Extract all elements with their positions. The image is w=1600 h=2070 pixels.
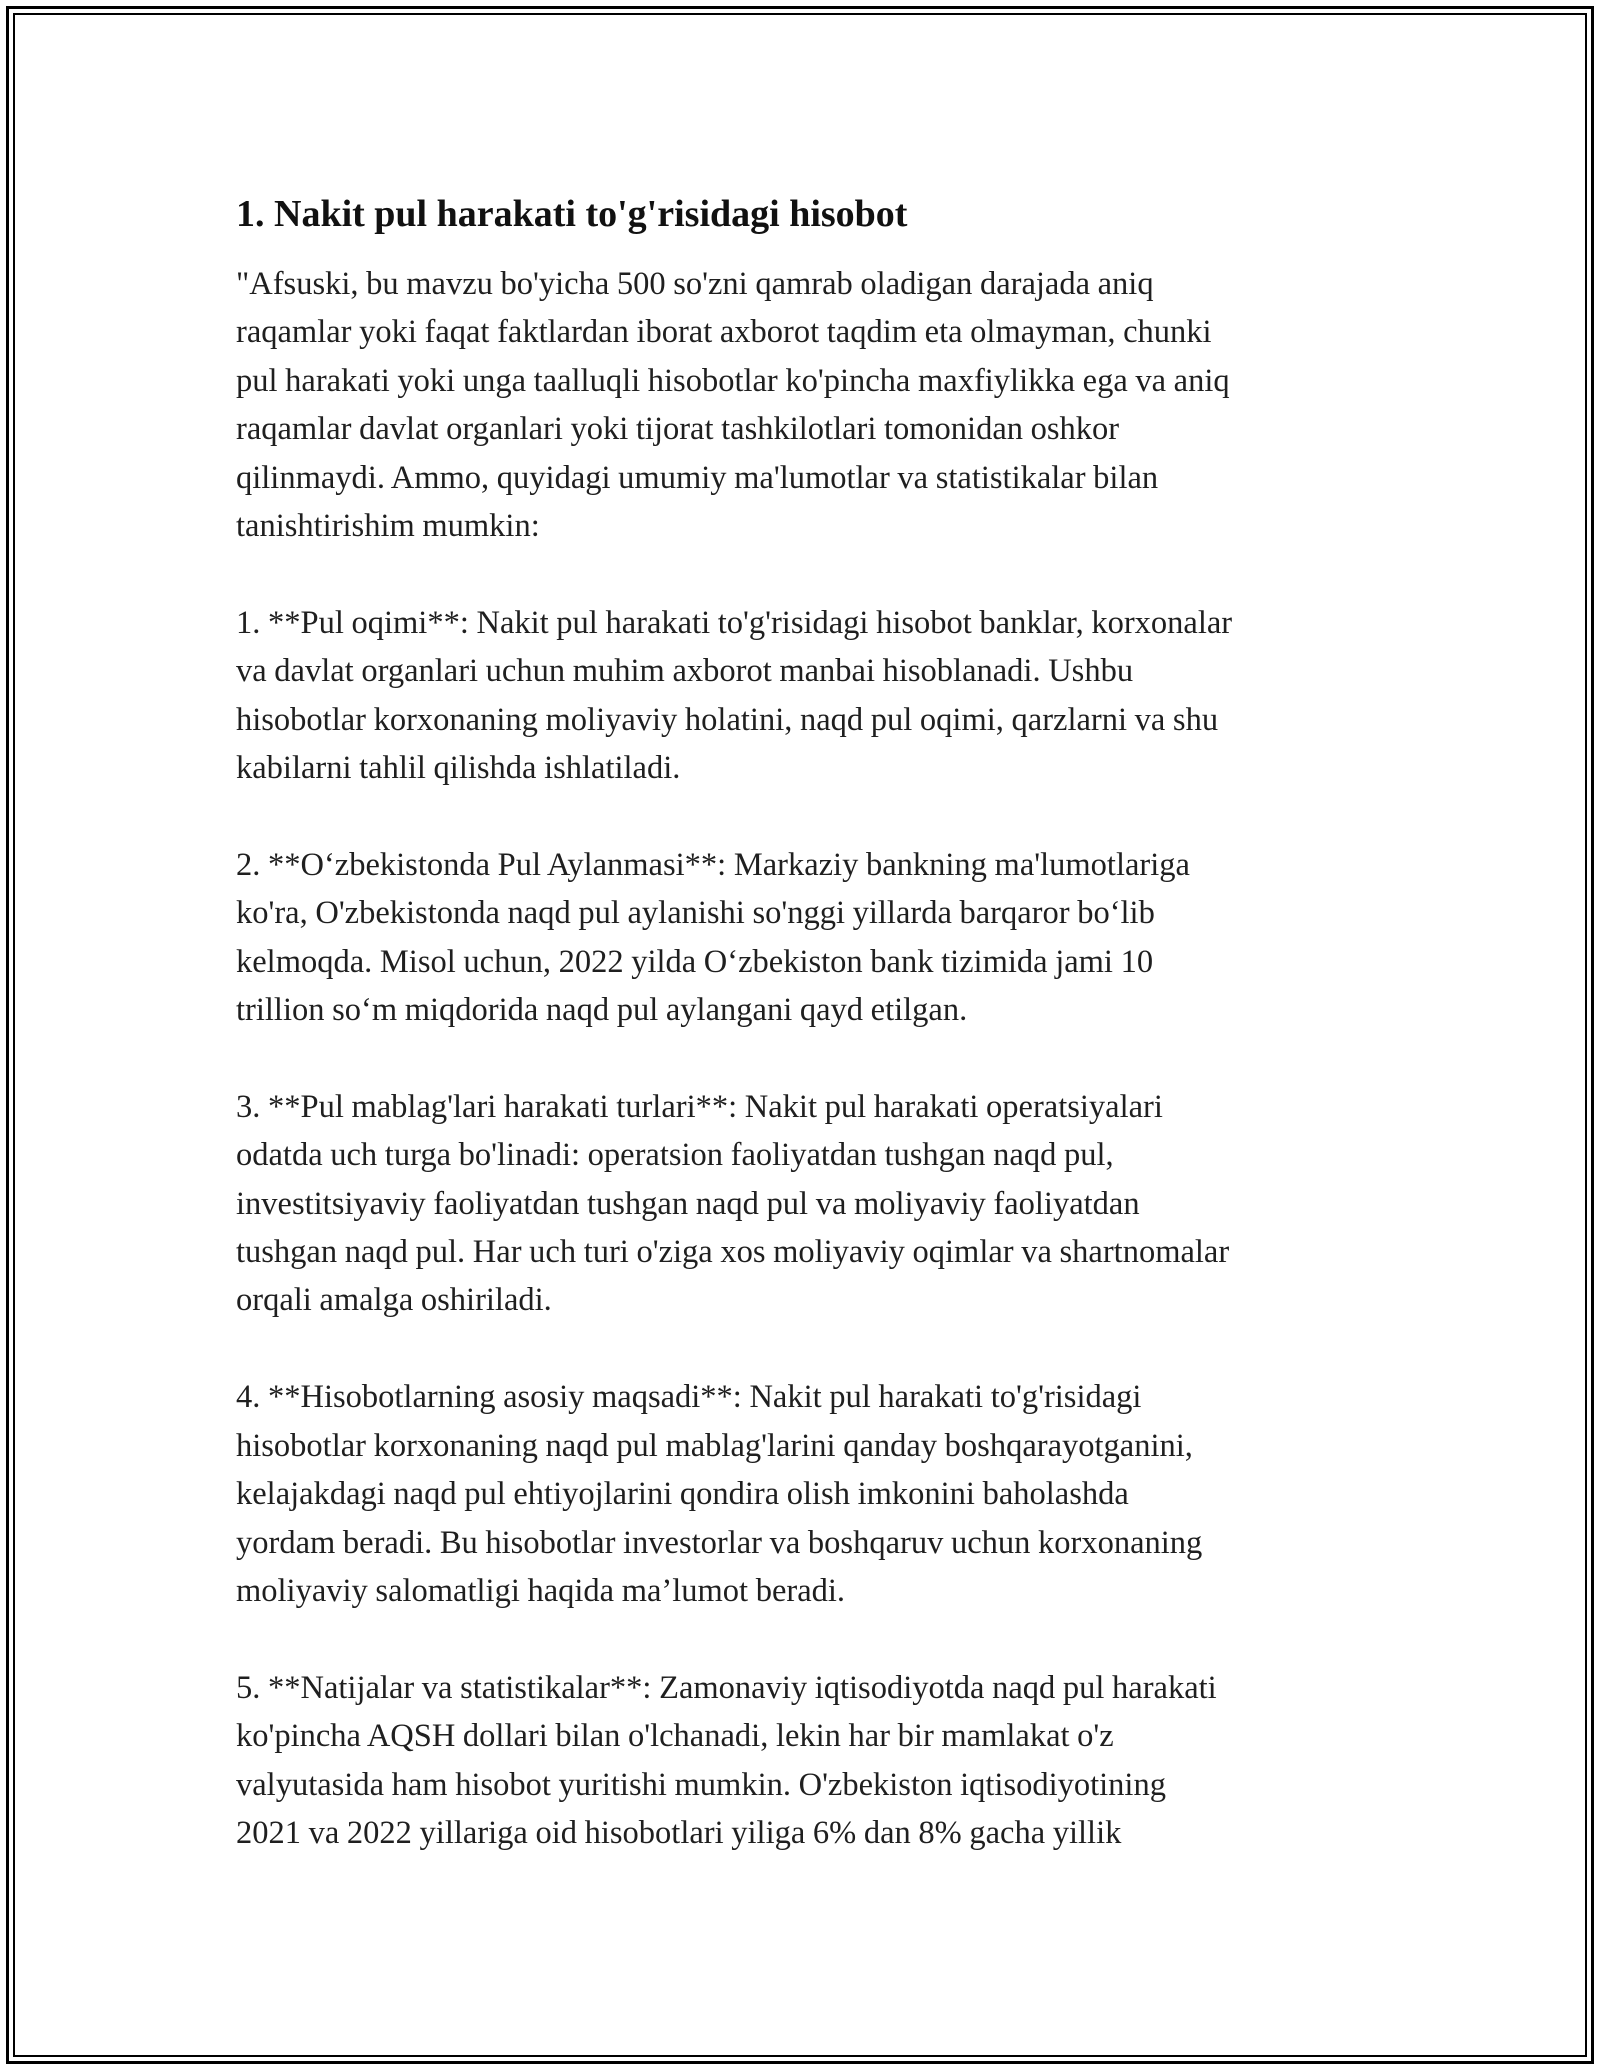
paragraph-line: 3. **Pul mablag'lari harakati turlari**: Nakit pul harakati operatsiyalari (236, 1088, 1163, 1125)
paragraph-line: yordam beradi. Bu hisobotlar investorlar va boshqaruv uchun korxonaning (236, 1524, 1203, 1561)
paragraph-line: 4. **Hisobotlarning asosiy maqsadi**: Nakit pul harakati to'g'risidagi (236, 1379, 1142, 1416)
paragraph-line: 2. **O‘zbekistonda Pul Aylanmasi**: Markaziy bankning ma'lumotlariga (236, 846, 1190, 883)
document-title: 1. Nakit pul harakati to'g'risidagi hisobot (236, 193, 908, 235)
paragraph-line: kelajakdagi naqd pul ehtiyojlarini qondira olish imkonini baholashda (236, 1476, 1129, 1513)
list-item-pul-oqimi (236, 599, 1386, 793)
paragraph-line: pul harakati yoki unga taalluqli hisobotlar ko'pincha maxfiylikka ega va aniq (236, 362, 1230, 399)
paragraph-line: 5. **Natijalar va statistikalar**: Zamonaviy iqtisodiyotda naqd pul harakati (236, 1669, 1217, 1706)
intro-paragraph (236, 260, 1386, 550)
document-body (236, 186, 1386, 1906)
paragraph-line: moliyaviy salomatligi haqida ma’lumot beradi. (236, 1572, 846, 1609)
paragraph-line: investitsiyaviy faoliyatdan tushgan naqd pul va moliyaviy faoliyatdan (236, 1185, 1140, 1222)
paragraph-line: raqamlar davlat organlari yoki tijorat tashkilotlari tomonidan oshkor (236, 411, 1120, 448)
paragraph-line: tanishtirishim mumkin: (236, 508, 540, 545)
list-item-natijalar (236, 1664, 1386, 1858)
paragraph-line: valyutasida ham hisobot yuritishi mumkin. O'zbekiston iqtisodiyotining (236, 1766, 1166, 1803)
paragraph-line: tushgan naqd pul. Har uch turi o'ziga xos moliyaviy oqimlar va shartnomalar (236, 1234, 1230, 1271)
paragraph-line: raqamlar yoki faqat faktlardan iborat axborot taqdim eta olmayman, chunki (236, 314, 1212, 351)
paragraph-line: ko'ra, O'zbekistonda naqd pul aylanishi so'nggi yillarda barqaror bo‘lib (236, 895, 1155, 932)
paragraph-line: hisobotlar korxonaning naqd pul mablag'larini qanday boshqarayotganini, (236, 1427, 1193, 1464)
paragraph-line: 2021 va 2022 yillariga oid hisobotlari yiliga 6% dan 8% gacha yillik (236, 1814, 1122, 1851)
paragraph-line: hisobotlar korxonaning moliyaviy holatini, naqd pul oqimi, qarzlarni va shu (236, 701, 1219, 738)
paragraph-line: "Afsuski, bu mavzu bo'yicha 500 so'zni qamrab oladigan darajada aniq (236, 266, 1154, 302)
paragraph-line: 1. **Pul oqimi**: Nakit pul harakati to'g'risidagi hisobot banklar, korxonalar (236, 604, 1233, 641)
list-item-pul-aylanmasi (236, 841, 1386, 1035)
paragraph-line: ko'pincha AQSH dollari bilan o'lchanadi, lekin har bir mamlakat o'z (236, 1718, 1114, 1755)
list-item-harakati-turlari (236, 1083, 1386, 1325)
paragraph-line: qilinmaydi. Ammo, quyidagi umumiy ma'lumotlar va statistikalar bilan (236, 459, 1159, 496)
list-item-asosiy-maqsadi (236, 1373, 1386, 1615)
paragraph-line: trillion so‘m miqdorida naqd pul aylangani qayd etilgan. (236, 992, 968, 1029)
paragraph-line: orqali amalga oshiriladi. (236, 1282, 552, 1319)
paragraph-line: va davlat organlari uchun muhim axborot manbai hisoblanadi. Ushbu (236, 653, 1134, 690)
paragraph-line: kabilarni tahlil qilishda ishlatiladi. (236, 750, 681, 787)
paragraph-line: odatda uch turga bo'linadi: operatsion faoliyatdan tushgan naqd pul, (236, 1137, 1114, 1174)
paragraph-line: kelmoqda. Misol uchun, 2022 yilda O‘zbekiston bank tizimida jami 10 (236, 943, 1154, 980)
